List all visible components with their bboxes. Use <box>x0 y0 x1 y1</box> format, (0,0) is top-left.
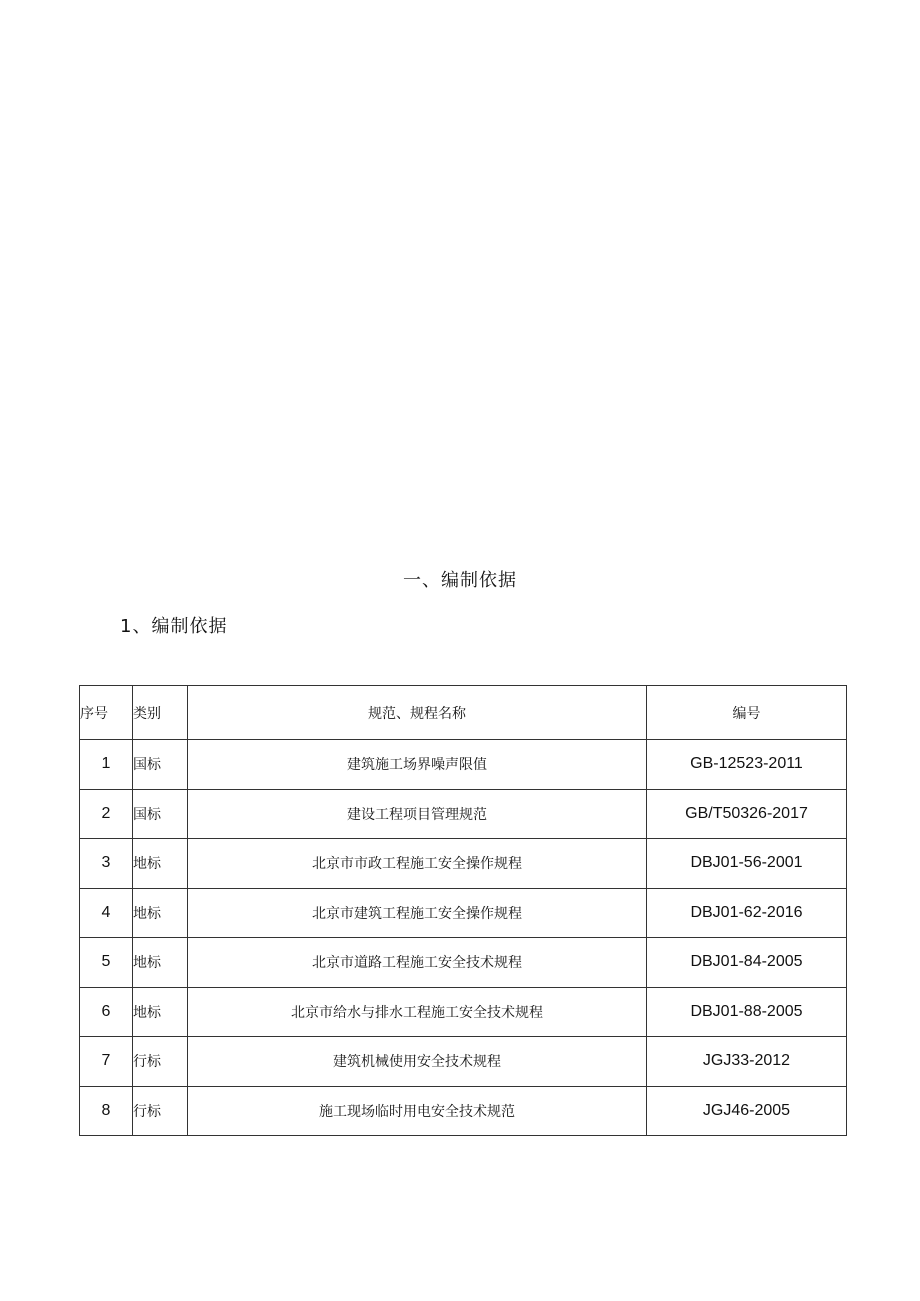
cell-no: 5 <box>80 938 133 988</box>
cell-code: DBJ01-84-2005 <box>647 938 847 988</box>
cell-no: 3 <box>80 839 133 889</box>
cell-category: 国标 <box>133 740 188 790</box>
cell-code: JGJ46-2005 <box>647 1086 847 1136</box>
table-row <box>80 740 847 790</box>
cell-no: 6 <box>80 987 133 1037</box>
subsection-title: 1、编制依据 <box>120 616 228 637</box>
cell-code: DBJ01-56-2001 <box>647 839 847 889</box>
cell-code: JGJ33-2012 <box>647 1037 847 1087</box>
cell-no: 1 <box>80 740 133 790</box>
cell-category: 地标 <box>133 888 188 938</box>
cell-name: 建筑机械使用安全技术规程 <box>188 1037 647 1087</box>
cell-category: 地标 <box>133 839 188 889</box>
header-code: 编号 <box>647 686 847 740</box>
table-row <box>80 789 847 839</box>
cell-code: GB-12523-2011 <box>647 740 847 790</box>
cell-category: 地标 <box>133 938 188 988</box>
cell-no: 7 <box>80 1037 133 1087</box>
cell-name: 北京市给水与排水工程施工安全技术规程 <box>188 987 647 1037</box>
standards-table <box>79 685 847 1136</box>
header-name: 规范、规程名称 <box>188 686 647 740</box>
cell-name: 建筑施工场界噪声限值 <box>188 740 647 790</box>
header-no: 序号 <box>80 686 133 740</box>
table-row <box>80 888 847 938</box>
cell-name: 施工现场临时用电安全技术规范 <box>188 1086 647 1136</box>
table-row <box>80 839 847 889</box>
cell-category: 行标 <box>133 1037 188 1087</box>
header-category: 类别 <box>133 686 188 740</box>
cell-no: 2 <box>80 789 133 839</box>
cell-name: 北京市建筑工程施工安全操作规程 <box>188 888 647 938</box>
cell-category: 行标 <box>133 1086 188 1136</box>
cell-code: DBJ01-62-2016 <box>647 888 847 938</box>
table-row <box>80 1037 847 1087</box>
cell-no: 4 <box>80 888 133 938</box>
cell-name: 北京市市政工程施工安全操作规程 <box>188 839 647 889</box>
cell-name: 北京市道路工程施工安全技术规程 <box>188 938 647 988</box>
table-header-row <box>80 686 847 740</box>
cell-category: 地标 <box>133 987 188 1037</box>
table-row <box>80 938 847 988</box>
cell-no: 8 <box>80 1086 133 1136</box>
cell-code: GB/T50326-2017 <box>647 789 847 839</box>
table-row <box>80 987 847 1037</box>
section-title: 一、编制依据 <box>403 570 517 591</box>
cell-name: 建设工程项目管理规范 <box>188 789 647 839</box>
cell-code: DBJ01-88-2005 <box>647 987 847 1037</box>
cell-category: 国标 <box>133 789 188 839</box>
table-row <box>80 1086 847 1136</box>
